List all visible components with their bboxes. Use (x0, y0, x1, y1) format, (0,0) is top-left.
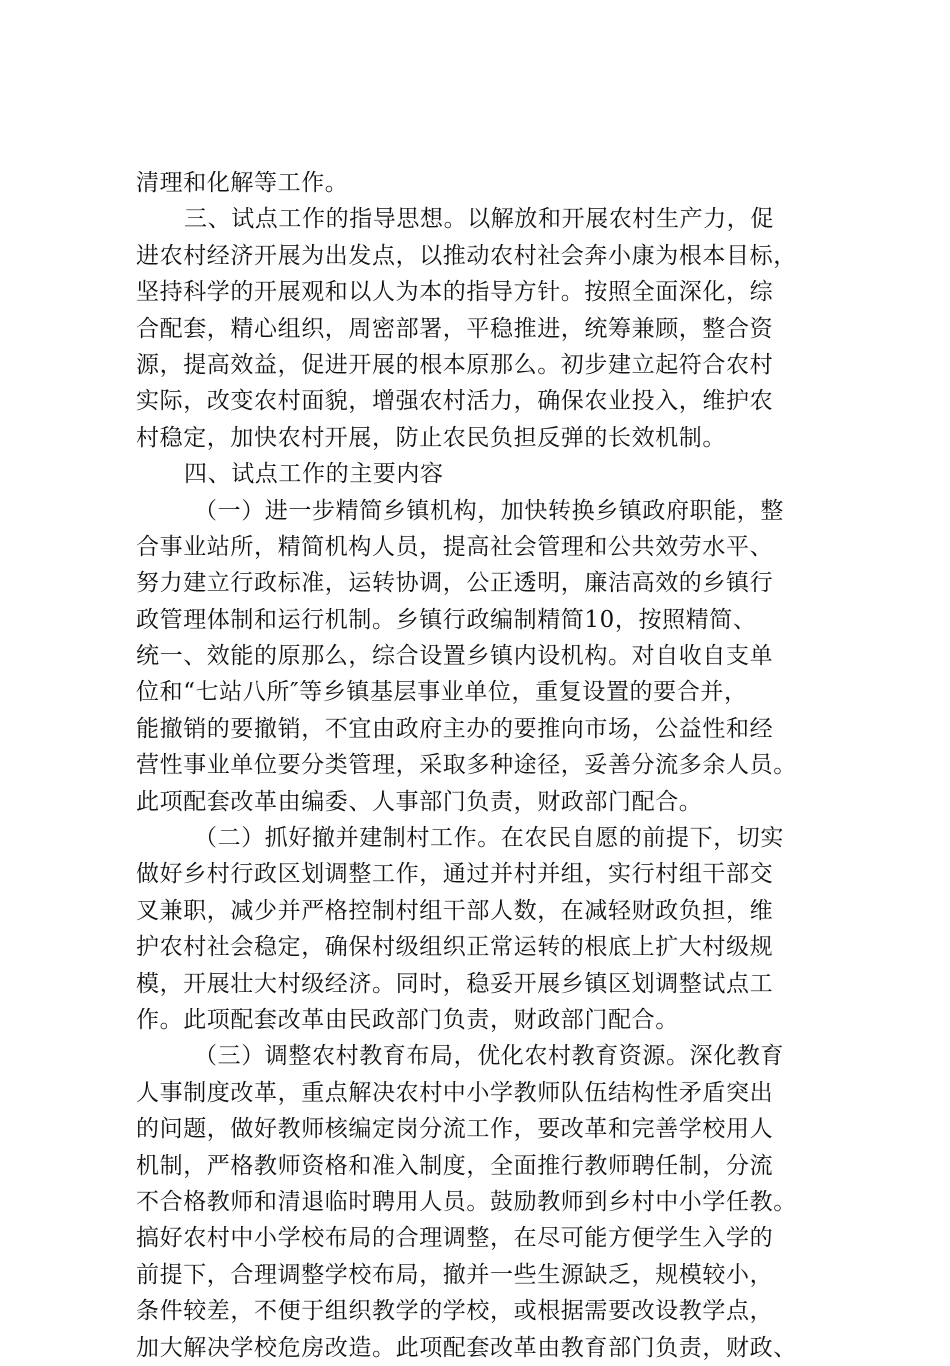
text-line: 三、试点工作的指导思想。以解放和开展农村生产力，促 (184, 206, 774, 233)
text-line: 源，提高效益，促进开展的根本原那么。初步建立起符合农村 (136, 351, 774, 378)
text-line: 统一、效能的原那么，综合设置乡镇内设机构。对自收自支单 (136, 643, 774, 670)
text-line: 做好乡村行政区划调整工作，通过并村并组，实行村组干部交 (136, 861, 774, 888)
text-line: 模，开展壮大村级经济。同时，稳妥开展乡镇区划调整试点工 (136, 970, 774, 997)
text-line: 搞好农村中小学校布局的合理调整，在尽可能方便学生入学的 (136, 1225, 774, 1252)
text-line: 加大解决学校危房改造。此项配套改革由教育部门负责，财政、 (136, 1334, 797, 1361)
text-line: 坚持科学的开展观和以人为本的指导方针。按照全面深化，综 (136, 279, 774, 306)
text-line: 实际，改变农村面貌，增强农村活力，确保农业投入，维护农 (136, 388, 774, 415)
text-line: 机制，严格教师资格和准入制度，全面推行教师聘任制，分流 (136, 1152, 774, 1179)
text-line: 前提下，合理调整学校布局，撤并一些生源缺乏，规模较小， (136, 1261, 774, 1288)
text-line: 合配套，精心组织，周密部署，平稳推进，统筹兼顾，整合资 (136, 315, 774, 342)
text-line: 村稳定，加快农村开展，防止农民负担反弹的长效机制。 (136, 424, 726, 451)
text-line: 不合格教师和清退临时聘用人员。鼓励教师到乡村中小学任教。 (136, 1188, 797, 1215)
text-line: （三）调整农村教育布局，优化农村教育资源。深化教育 (194, 1043, 784, 1070)
text-line: 政管理体制和运行机制。乡镇行政编制精简10，按照精简、 (136, 606, 757, 633)
text-line: （一）进一步精简乡镇机构，加快转换乡镇政府职能，整 (194, 497, 784, 524)
text-line: 进农村经济开展为出发点，以推动农村社会奔小康为根本目标， (136, 242, 797, 269)
text-line: 此项配套改革由编委、人事部门负责，财政部门配合。 (136, 788, 703, 815)
text-line: 能撤销的要撤销，不宜由政府主办的要推向市场，公益性和经 (136, 715, 774, 742)
section-heading: 四、试点工作的主要内容 (184, 461, 444, 488)
text-line: 人事制度改革，重点解决农村中小学教师队伍结构性矛盾突出 (136, 1079, 774, 1106)
text-line: 位和“七站八所″等乡镇基层事业单位，重复设置的要合并， (136, 679, 748, 706)
text-line: 营性事业单位要分类管理，采取多种途径，妥善分流多余人员。 (136, 752, 797, 779)
text-line: 清理和化解等工作。 (136, 170, 349, 196)
text-line: 作。此项配套改革由民政部门负责，财政部门配合。 (136, 1006, 679, 1033)
text-line: 努力建立行政标准，运转协调，公正透明，廉洁高效的乡镇行 (136, 570, 774, 597)
text-line: 条件较差，不便于组织教学的学校，或根据需要改设教学点， (136, 1298, 774, 1325)
text-line: （二）抓好撤并建制村工作。在农民自愿的前提下，切实 (194, 825, 784, 852)
document-body (136, 165, 826, 1366)
text-line: 护农村社会稳定，确保村级组织正常运转的根底上扩大村级规 (136, 934, 774, 961)
text-line: 的问题，做好教师核编定岗分流工作，要改革和完善学校用人 (136, 1116, 774, 1143)
text-line: 叉兼职，减少并严格控制村组干部人数，在减轻财政负担，维 (136, 897, 774, 924)
text-line: 合事业站所，精简机构人员，提高社会管理和公共效劳水平、 (136, 533, 774, 560)
